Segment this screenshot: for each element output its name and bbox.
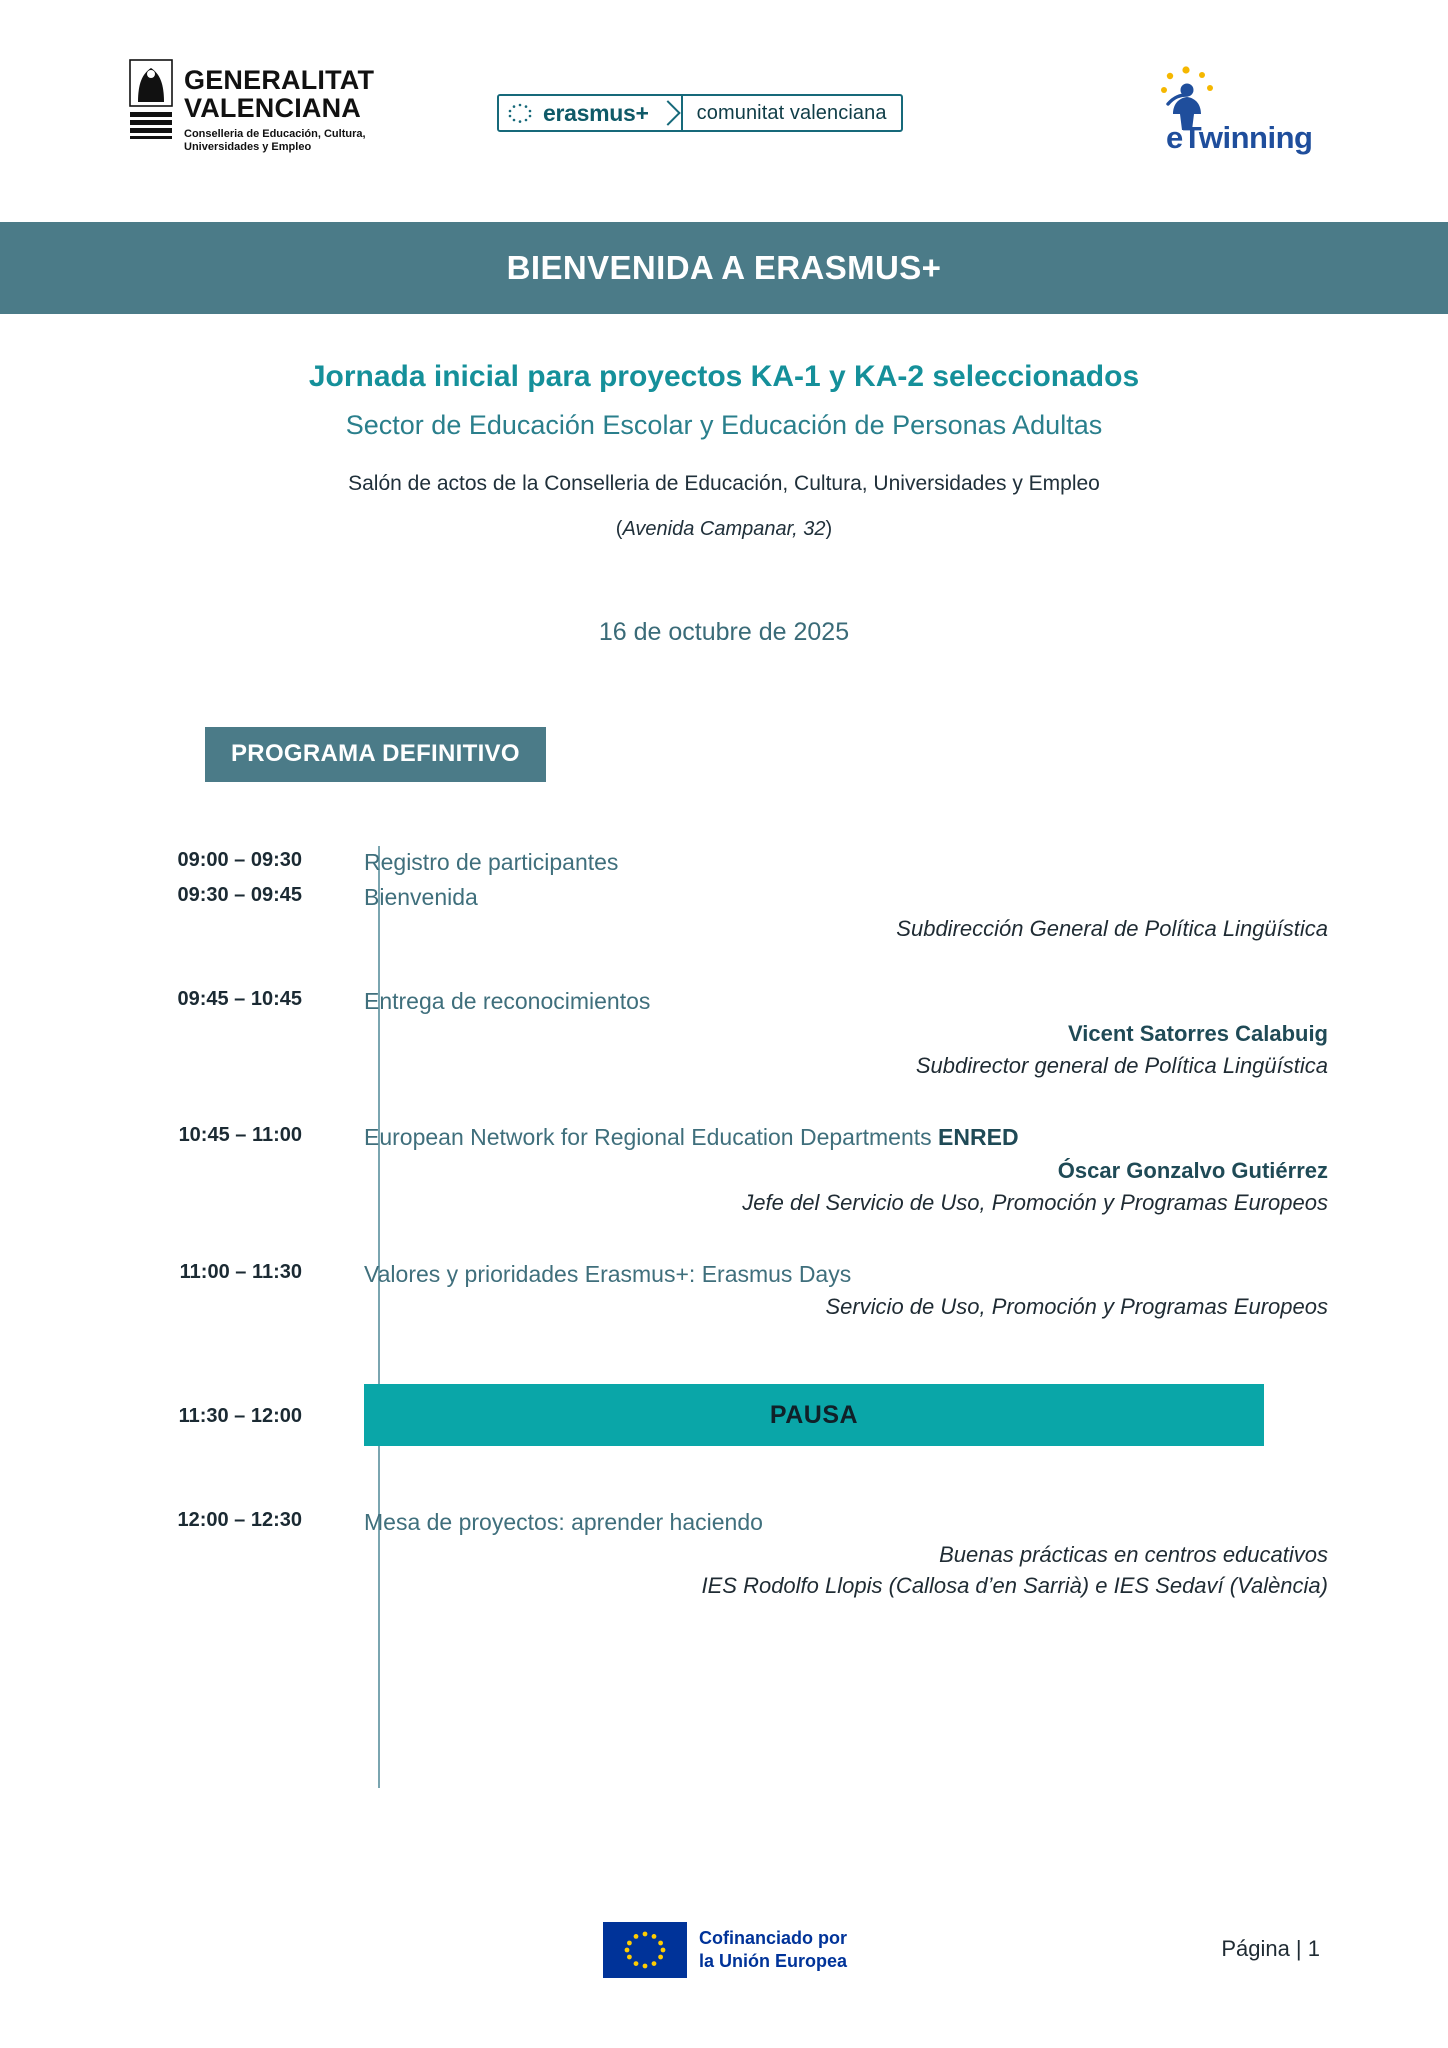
schedule-list [0,846,1448,1603]
schedule-title-acronym: ENRED [938,1124,1019,1151]
eu-cofunded-line-1: Cofinanciado por [699,1927,847,1948]
schedule-title: Bienvenida [364,883,478,910]
address-paren-open: ( [615,518,623,540]
spacer [0,1083,1448,1121]
venue-address-line [0,518,1448,541]
address-paren-close: ) [825,518,833,540]
erasmus-plus-logo [497,94,903,132]
schedule-row-break [0,1384,1448,1446]
schedule-detail: Buenas prácticas en centros educativos [939,1541,1328,1567]
page-footer [0,1922,1448,1986]
spacer [0,1484,1448,1506]
spacer [0,1324,1448,1362]
eu-cofunded-text [699,1927,847,1974]
schedule-speaker: Óscar Gonzalvo Gutiérrez [1057,1158,1328,1184]
schedule-time: 11:30 – 12:00 [178,1405,302,1428]
page-title: BIENVENIDA A ERASMUS+ [506,249,942,286]
title-band [0,222,1448,314]
venue-address: Avenida Campanar, 32 [622,518,826,540]
schedule-row [0,1121,1448,1220]
spacer [0,1362,1448,1384]
subtitle-secondary: Sector de Educación Escolar y Educación de Personas Adultas [345,410,1103,440]
schedule-time: 09:45 – 10:45 [177,987,302,1010]
schedule-row [0,985,1448,1084]
generalitat-valenciana-shield-icon [128,58,174,140]
schedule-detail: Servicio de Uso, Promoción y Programas Europeos [825,1293,1328,1319]
schedule-detail: Subdirección General de Política Lingüística [896,916,1328,942]
spacer [0,947,1448,985]
event-date: 16 de octubre de 2025 [598,618,850,646]
schedule-speaker: Vicent Satorres Calabuig [1067,1021,1328,1047]
schedule-time: 12:00 – 12:30 [177,1509,302,1532]
gva-line-3: Conselleria de Educación, Cultura, Universidades y Empleo [184,127,366,154]
eu-cofunded-logo [603,1922,847,1978]
schedule-time: 11:00 – 11:30 [179,1261,302,1284]
schedule-row [0,881,1448,947]
chevron-right-icon [659,96,681,130]
schedule-detail: Subdirector general de Política Lingüística [915,1053,1328,1079]
schedule-detail: Jefe del Servicio de Uso, Promoción y Programas Europeos [742,1190,1328,1216]
page-number: Página | 1 [1221,1936,1320,1961]
programa-definitivo-badge: PROGRAMA DEFINITIVO [205,727,546,782]
schedule-title: Registro de participantes [364,849,619,875]
erasmus-region-label: comunitat valenciana [696,101,887,124]
schedule-time: 10:45 – 11:00 [178,1124,302,1147]
schedule-title [364,1121,1328,1154]
subtitle-primary: Jornada inicial para proyectos KA-1 y KA-2 seleccionados [308,360,1140,393]
schedule-row [0,846,1448,881]
schedule-time: 09:30 – 09:45 [177,883,302,906]
etwinning-logo [1140,64,1320,164]
schedule-title-text: European Network for Regional Education Departments [364,1124,939,1151]
spacer [0,1220,1448,1258]
eu-cofunded-line-2: la Unión Europea [699,1951,848,1971]
break-banner: PAUSA [364,1384,1264,1446]
generalitat-valenciana-logo [128,58,399,155]
venue-line: Salón de actos de la Conselleria de Educación, Cultura, Universidades y Empleo [348,472,1100,495]
schedule-time: 09:00 – 09:30 [177,849,302,871]
schedule-row [0,1258,1448,1324]
generalitat-valenciana-wordmark [184,58,399,155]
eu-flag-icon [603,1922,687,1978]
header-logo-bar [0,42,1448,172]
schedule-title: Mesa de proyectos: aprender haciendo [364,1509,763,1536]
gva-line-2: VALENCIANA [184,93,361,124]
schedule-row [0,1506,1448,1603]
eu-flag-icon [499,96,541,130]
schedule-title: Valores y prioridades Erasmus+: Erasmus Days [364,1261,852,1288]
spacer [0,1446,1448,1484]
etwinning-wordmark: eTwinning [1166,120,1313,155]
gva-line-1: GENERALITAT [184,65,375,95]
erasmus-wordmark: erasmus+ [543,99,649,126]
schedule-title: Entrega de reconocimientos [364,987,651,1014]
schedule-detail-secondary: IES Rodolfo Llopis (Callosa d’en Sarrià) e IES Sedaví (València) [701,1573,1328,1599]
